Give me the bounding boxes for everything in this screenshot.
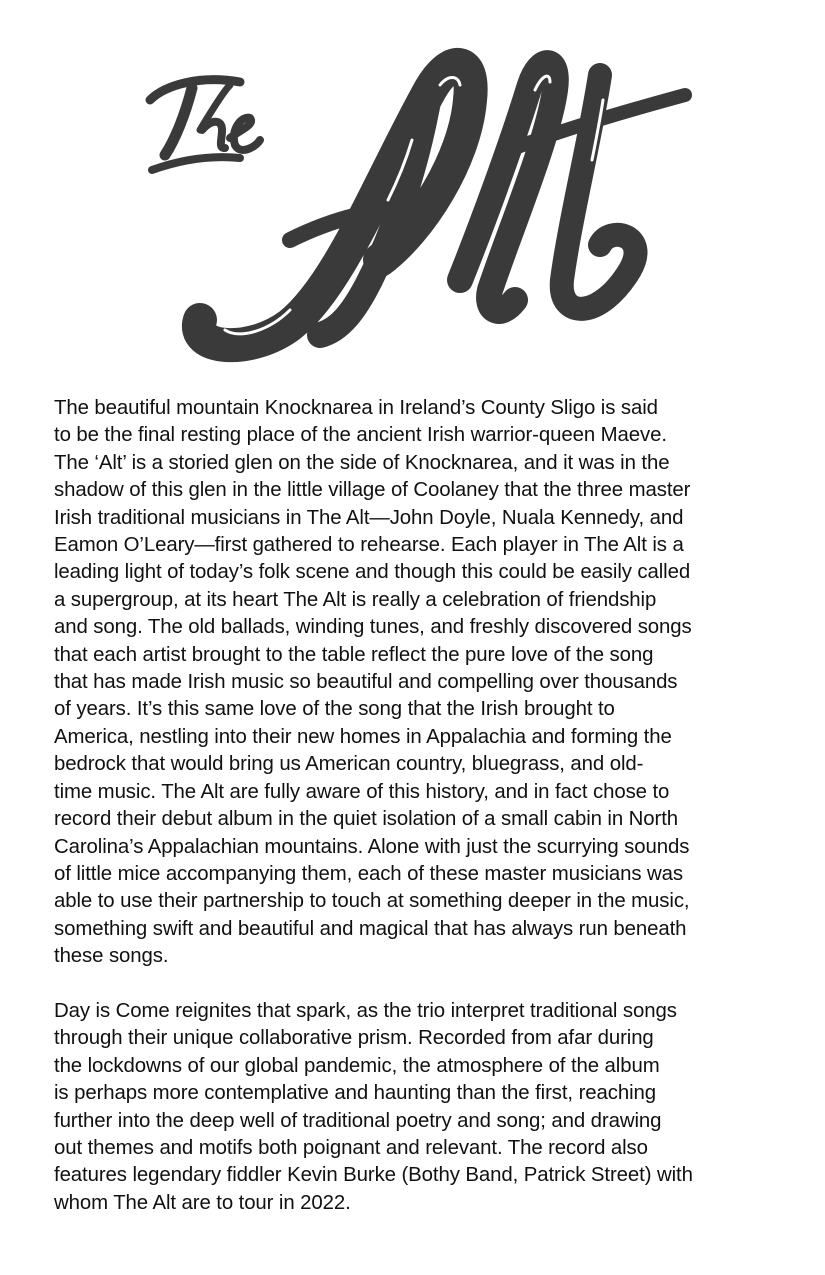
bio-paragraph-1: The beautiful mountain Knocknarea in Ireland’s County Sligo is said to be the final resting place of the ancient Irish warrior-queen Maeve. The ‘Alt’ is a storied glen on the side of Knocknarea, and it was in the shadow of this glen in the little village of Coolaney that the three master Irish traditional musicians in The Alt—John Doyle, Nuala Kennedy, and Eamon O’Leary—first gathered to rehearse. Each player in The Alt is a leading light of today’s folk scene and though this could be easily called a supergroup, at its heart The Alt is really a celebration of friendship and song. The old ballads, winding tunes, and freshly discovered songs that each artist brought to the table reflect the pure love of the song that has made Irish music so beautiful and compelling over thousands of years. It’s this same love of the song that the Irish brought to America, nestling into their new homes in Appalachia and forming the bedrock that would bring us American country, bluegrass, and old- time music. The Alt are fully aware of this history, and in fact chose to record their debut album in the quiet isolation of a small cabin in North Carolina’s Appalachian mountains. Alone with just the scurrying sounds of little mice accompanying them, each of these master musicians was able to use their partnership to touch at something deeper in the music, something swift and beautiful and magical that has always run beneath these songs. <box>54 397 692 968</box>
bio-paragraph-2: Day is Come reignites that spark, as the trio interpret traditional songs through their unique collaborative prism. Recorded from afar during the lockdowns of our global pandemic, the atmosphere of the album is perhaps more contemplative and haunting than the first, reaching further into the deep well of traditional poetry and song; and drawing out themes and motifs both poignant and relevant. The record also features legendary fiddler Kevin Burke (Bothy Band, Patrick Street) with whom The Alt are to tour in 2022. <box>54 999 693 1214</box>
band-logo-graphic <box>130 30 700 365</box>
band-biography <box>54 395 794 1217</box>
band-logo <box>130 30 700 365</box>
